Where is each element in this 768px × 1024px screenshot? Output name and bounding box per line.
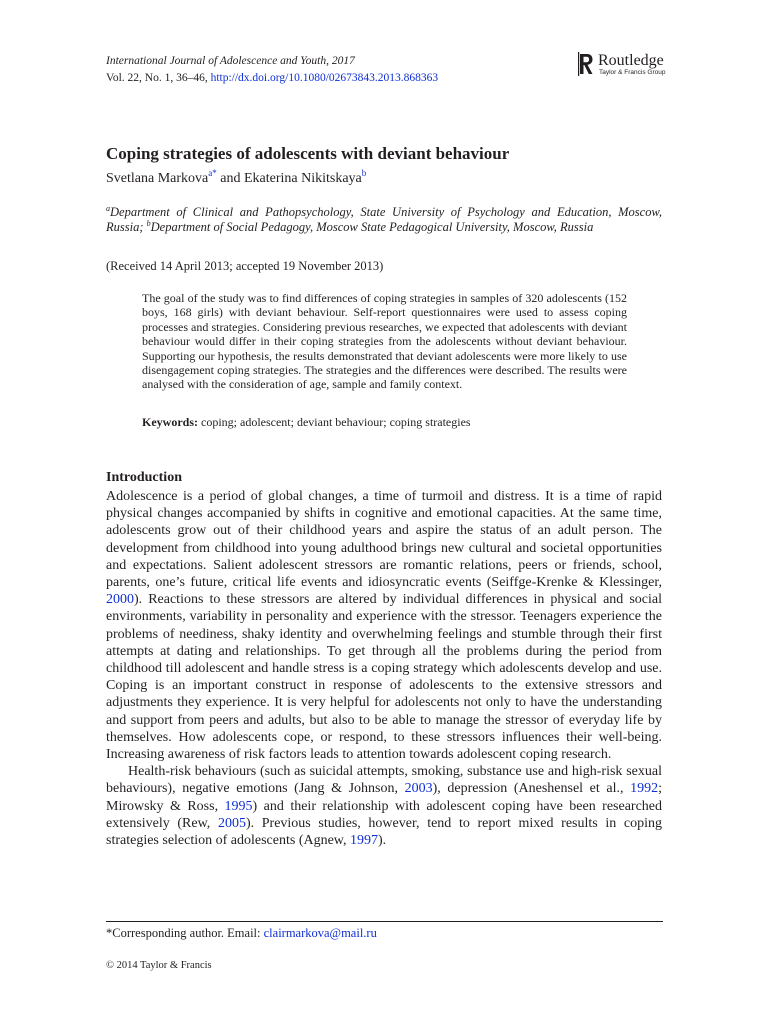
- footnote-divider: [106, 921, 663, 922]
- paragraph-text: ). Previous studies, however, tend to report mixed results in coping strategies selection of adolescents (Agnew,: [106, 815, 662, 849]
- paragraph: [106, 488, 662, 763]
- email-link[interactable]: clairmarkova@mail.ru: [263, 926, 377, 940]
- publisher-name: Routledge: [598, 52, 664, 69]
- journal-volume: Vol. 22, No. 1, 36–46,: [106, 72, 211, 84]
- publisher-logo: [578, 52, 688, 80]
- corresponding-marker[interactable]: *: [212, 168, 217, 178]
- author-separator: and: [216, 171, 244, 186]
- article-title: Coping strategies of adolescents with deviant behaviour: [106, 144, 510, 163]
- paragraph: [106, 763, 662, 849]
- paragraph-text: ).: [378, 833, 387, 849]
- author-line: [106, 170, 366, 188]
- author-name: Ekaterina Nikitskaya: [243, 171, 362, 186]
- copyright-notice: © 2014 Taylor & Francis: [106, 960, 212, 971]
- affiliations: [106, 205, 662, 235]
- journal-header: [106, 53, 438, 87]
- affiliation-text: Department of Clinical and Pathopsychology, State University of Psychology and Education, Moscow, Russia;: [106, 205, 662, 234]
- journal-name: International Journal of Adolescence and Youth, 2017: [106, 55, 355, 67]
- paragraph-text: ; Mirowsky & Ross,: [106, 781, 662, 814]
- paragraph-text: Adolescence is a period of global changes, a time of turmoil and distress. It is a time of rapid physical changes accompanied by shifts in cognitive and emotional capacities. At the same time, adolescents grow out of their childhood years and aspire the status of an adult person. The development from childhood into young adulthood brings new cultural and societal opportunities and expectations. Salient adolescent stressors are romantic relations, peers or friends, school, parents, one’s future, critical life events and idiosyncratic events (Seiffge-Krenke & Klessinger,: [106, 489, 662, 591]
- publisher-subtitle: Taylor & Francis Group: [599, 69, 666, 76]
- paragraph-text: ), depression (Aneshensel et al.,: [432, 781, 631, 797]
- keywords-list: coping; adolescent; deviant behaviour; coping strategies: [198, 415, 471, 429]
- citation-link[interactable]: 1992: [630, 781, 659, 797]
- paragraph-text: ) and their relationship with adolescent coping have been researched extensively (Rew,: [106, 798, 663, 831]
- abstract: The goal of the study was to find differences of coping strategies in samples of 320 adolescents (152 boys, 168 girls) with deviant behaviour. Self-report questionnaires were used to assess coping processes and strategies. Considering previous researches, we expected that adolescents with deviant behaviour would differ in their coping strategies from the adolescents without deviant behaviour. Supporting our hypothesis, the results demonstrated that deviant adolescents were more likely to use disengagement coping strategies. The strategies and the differences were described. The results were analysed with the consideration of age, sample and family context.: [142, 291, 627, 392]
- corresponding-author-footnote: [106, 926, 377, 941]
- doi-link[interactable]: http://dx.doi.org/10.1080/02673843.2013.868363: [210, 72, 439, 84]
- citation-link[interactable]: 1997: [350, 833, 379, 849]
- affiliation-marker[interactable]: a: [208, 168, 213, 178]
- affiliation-label: b: [146, 219, 151, 228]
- section-heading: Introduction: [106, 470, 182, 485]
- footnote-label: *Corresponding author. Email:: [106, 926, 264, 940]
- paragraph-text: ). Reactions to these stressors are altered by individual differences in physical and social environments, variability in personality and experience with the stressor. Teenagers experience the problems of neediness, shaky identity and overwhelming feelings and stumble through their first attempts at dating and relationships. To get through all the problems during the period from childhood till adolescent and handle stress is a coping strategy which adolescents develop and use. Coping is an important construct in response of adolescents to the extensive stressors and adjustments they experience. It is very helpful for adolescents not only to have the understanding and support from peers and adults, but also to be able to manage the stressor of everyday life by themselves. How adolescents cope, or respond, to these stressors influences their well-being. Increasing awareness of risk factors leads to attention towards adolescent coping research.: [106, 592, 662, 763]
- citation-link[interactable]: 2003: [404, 781, 433, 797]
- affiliation-text: Department of Social Pedagogy, Moscow State Pedagogical University, Moscow, Russia: [150, 220, 594, 234]
- journal-volume-line: [106, 70, 438, 87]
- citation-link[interactable]: 2000: [106, 592, 134, 608]
- received-dates: (Received 14 April 2013; accepted 19 November 2013): [106, 259, 384, 273]
- body-text: [106, 488, 662, 849]
- author-name: Svetlana Markova: [106, 171, 209, 186]
- affiliation-marker[interactable]: b: [361, 168, 367, 178]
- keywords-label: Keywords:: [142, 415, 198, 429]
- routledge-r-logo-icon: [578, 52, 594, 76]
- citation-link[interactable]: 2005: [217, 815, 246, 831]
- citation-link[interactable]: 1995: [224, 798, 253, 814]
- keywords: [142, 415, 471, 430]
- affiliation-label: a: [106, 204, 110, 213]
- paragraph-text: Health-risk behaviours (such as suicidal attempts, smoking, substance use and high-risk sexual behaviours), negative emotions (Jang & Johnson,: [106, 764, 662, 797]
